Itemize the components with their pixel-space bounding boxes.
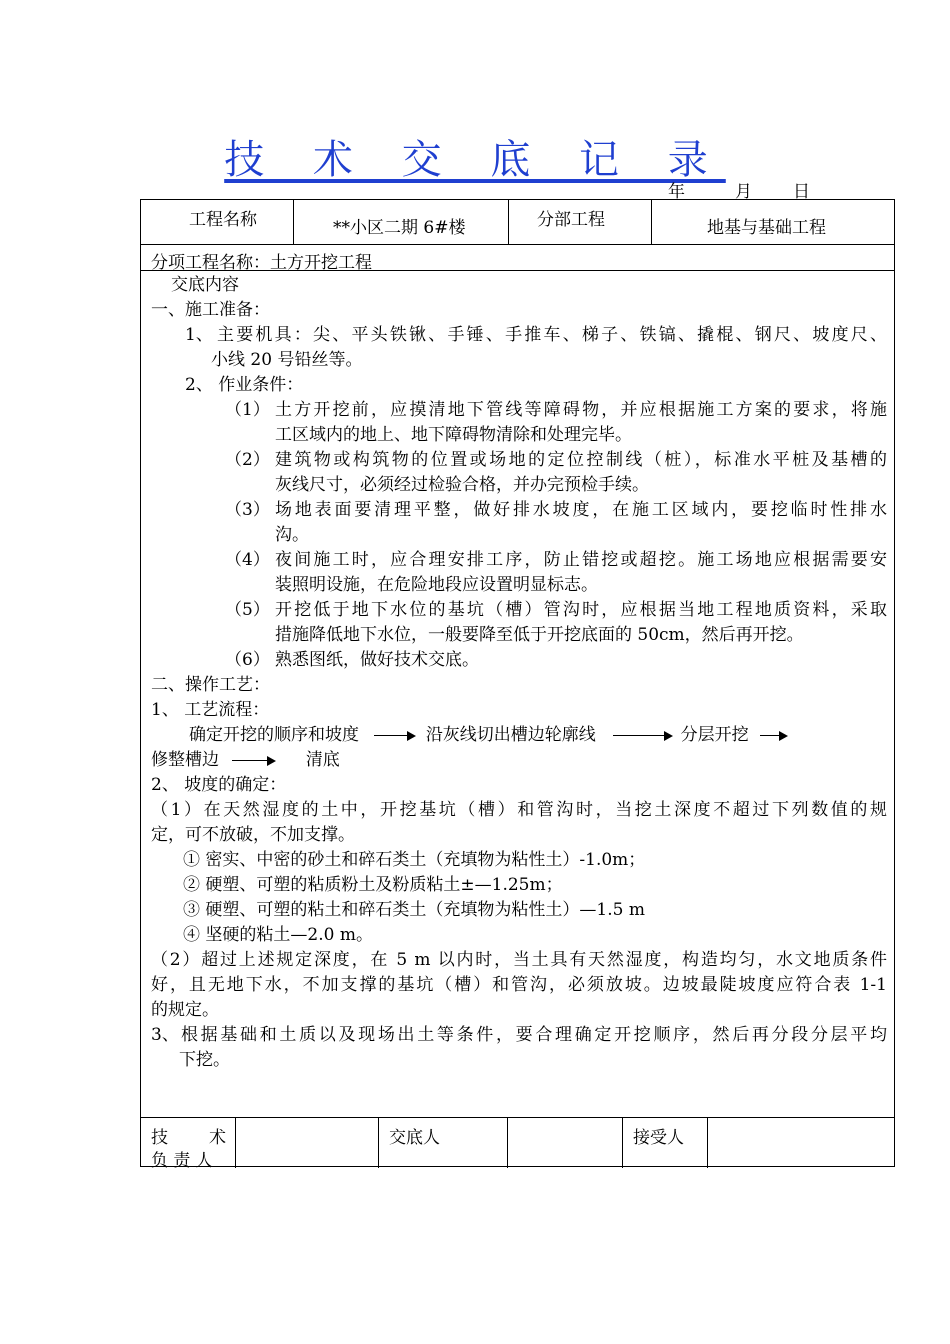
list-item: ① 密实、中密的砂土和碎石类土（充填物为粘性土）-1.0m； (183, 850, 646, 870)
division-value: 地基与基础工程 (707, 218, 826, 238)
paragraph-line: 定，可不放破，不加支撑。 (151, 825, 355, 845)
paragraph-line: 建筑物或构筑物的位置或场地的定位控制线（桩），标准水平桩及基槽的 (275, 450, 887, 470)
date-year: 年 (668, 182, 685, 202)
list-item: ③ 硬塑、可塑的粘土和碎石类土（充填物为粘性土）—1.5 m (183, 900, 645, 920)
paragraph-line: 场地表面要清理平整，做好排水坡度，在施工区域内，要挖临时性排水 (275, 500, 887, 520)
divider (378, 1117, 379, 1168)
item-number: （4） (225, 550, 270, 570)
item-number: （1） (225, 400, 270, 420)
paragraph-line: 灰线尺寸，必须经过检验合格，并办完预检手续。 (275, 475, 649, 495)
item-number: （6） (225, 650, 270, 670)
date-month: 月 (735, 182, 752, 202)
item-number: 3、 (151, 1025, 179, 1045)
paragraph-line: 土方开挖前，应摸清地下管线等障碍物，并应根据施工方案的要求，将施 (275, 400, 887, 420)
list-item: ④ 坚硬的粘土—2.0 m。 (183, 925, 373, 945)
section-title: 二、操作工艺： (151, 675, 270, 695)
section-title: 一、施工准备： (151, 300, 270, 320)
item-number: （5） (225, 600, 270, 620)
page-title: 技 术 交 底 记 录 (224, 137, 726, 183)
divider (707, 1117, 708, 1168)
arrow-right-icon (613, 731, 673, 741)
paragraph-line: 小线 20 号铅丝等。 (211, 350, 363, 370)
flow-step: 分层开挖 (680, 725, 749, 745)
paragraph-line: 沟。 (275, 525, 309, 545)
paragraph-line: 好，且无地下水，不加支撑的基坑（槽）和管沟，必须放坡。边坡最陡坡度应符合表 1-1 (151, 975, 887, 995)
arrow-right-icon (232, 756, 276, 766)
item-number: （2） (225, 450, 270, 470)
record-table (140, 199, 895, 1171)
divider (508, 200, 509, 244)
paragraph-line: （2）超过上述规定深度，在 5 m 以内时，当土具有天然湿度，构造均匀，水文地质条件 (151, 950, 887, 970)
division-label: 分部工程 (537, 210, 605, 230)
paragraph-line: 下挖。 (179, 1050, 230, 1070)
project-name-label: 工程名称 (189, 210, 257, 230)
presenter-label: 交底人 (389, 1128, 440, 1148)
flow-line (189, 725, 788, 745)
paragraph-line: 熟悉图纸，做好技术交底。 (275, 650, 479, 670)
arrow-right-icon (374, 731, 416, 741)
paragraph-line: 装照明设施，在危险地段应设置明显标志。 (275, 575, 598, 595)
paragraph-line: 的规定。 (151, 1000, 219, 1020)
divider (507, 1117, 508, 1168)
flow-step: 确定开挖的顺序和坡度 (189, 725, 359, 745)
item-number: 1、 (185, 325, 213, 345)
list-item: ② 硬塑、可塑的粘质粉土及粉质粘土±—1.25m； (183, 875, 563, 895)
item-heading: 2、 坡度的确定： (151, 775, 287, 795)
flow-step: 沿灰线切出槽边轮廓线 (425, 725, 596, 745)
receiver-label: 接受人 (633, 1128, 684, 1148)
item-heading: 1、 工艺流程： (151, 700, 270, 720)
paragraph-line: 夜间施工时，应合理安排工序，防止错挖或超挖。施工场地应根据需要安 (275, 550, 887, 570)
paragraph-line: （1）在天然湿度的土中，开挖基坑（槽）和管沟时，当挖土深度不超过下列数值的规 (151, 800, 887, 820)
divider (141, 1117, 894, 1118)
tech-label-a: 技 (151, 1128, 168, 1148)
paragraph-line: 工区域内的地上、地下障碍物清除和处理完毕。 (275, 425, 632, 445)
arrow-right-icon (760, 731, 788, 741)
item-number: （3） (225, 500, 270, 520)
content-heading: 交底内容 (171, 275, 239, 295)
date-day: 日 (793, 182, 810, 202)
paragraph-line: 根据基础和土质以及现场出土等条件，要合理确定开挖顺序，然后再分段分层平均 (181, 1025, 887, 1045)
divider (293, 200, 294, 244)
divider (235, 1117, 236, 1168)
paragraph-line: 开挖低于地下水位的基坑（槽）管沟时，应根据当地工程地质资料，采取 (275, 600, 887, 620)
project-name-value: **小区二期 6#楼 (333, 218, 466, 238)
paragraph-line: 主要机具：尖、平头铁锹、手锤、手推车、梯子、铁镐、撬棍、钢尺、坡度尺、 (217, 325, 887, 345)
divider (141, 244, 894, 245)
flow-step: 清底 (305, 750, 340, 770)
divider (622, 1117, 623, 1168)
flow-line (151, 750, 340, 770)
item-heading: 2、 作业条件： (185, 375, 304, 395)
tech-label-b: 术 (209, 1128, 226, 1148)
tech-label-c: 负 责 人 (151, 1151, 213, 1171)
divider (651, 200, 652, 244)
subitem-name: 分项工程名称：土方开挖工程 (151, 253, 372, 273)
flow-step: 修整槽边 (151, 750, 219, 770)
paragraph-line: 措施降低地下水位，一般要降至低于开挖底面的 50cm，然后再开挖。 (275, 625, 804, 645)
